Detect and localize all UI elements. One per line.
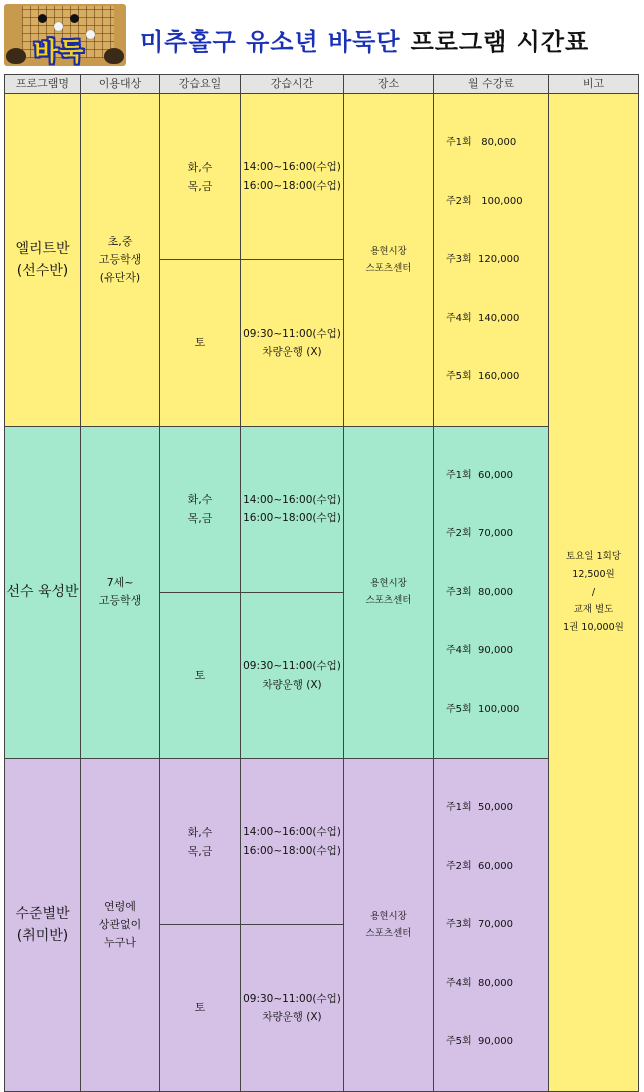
time-line: 09:30~11:00(수업) [243, 992, 341, 1005]
note-line: 토요일 1회당 [566, 551, 621, 563]
weekday-cell [160, 759, 241, 925]
fee-line: 주1회 80,000 [446, 137, 517, 149]
title-suffix: 프로그램 시간표 [410, 28, 590, 56]
day-line: 목,금 [187, 512, 213, 526]
place-line: 스포츠센터 [365, 595, 412, 607]
time-cell [241, 426, 344, 592]
fee-cell [434, 426, 549, 759]
day-line: 화,수 [187, 160, 213, 174]
logo-text: 바둑 [34, 37, 85, 66]
time-cell [241, 94, 344, 260]
time-line: 16:00~18:00(수업) [243, 512, 341, 525]
place-cell [344, 426, 434, 759]
program-name-line: 수준별반 [15, 905, 70, 922]
day-line: 화,수 [187, 825, 213, 839]
time-line: 차량운행 (X) [262, 1011, 322, 1024]
place-line: 스포츠센터 [365, 927, 412, 939]
fee-line: 주2회 100,000 [446, 195, 523, 207]
time-cell [241, 759, 344, 925]
day-line: 화,수 [187, 493, 213, 507]
time-line: 09:30~11:00(수업) [243, 327, 341, 340]
column-header: 비고 [549, 75, 639, 94]
fee-cell [434, 759, 549, 1092]
target-line: 고등학생 [98, 252, 142, 266]
note-line: 12,500원 [572, 569, 615, 581]
column-header: 이용대상 [81, 75, 160, 94]
fee-line: 주2회 60,000 [446, 860, 514, 872]
note-line: 1권 10,000원 [563, 621, 624, 633]
program-name [5, 94, 81, 427]
header [0, 0, 644, 70]
target-line: 연령에 [104, 899, 136, 913]
baduk-logo [4, 4, 126, 66]
fee-line: 주3회 70,000 [446, 919, 514, 931]
target-line: 7세~ [106, 576, 134, 590]
time-line: 차량운행 (X) [262, 678, 322, 691]
time-line: 16:00~18:00(수업) [243, 179, 341, 192]
column-header: 강습시간 [241, 75, 344, 94]
table-row [5, 94, 639, 260]
place-line: 스포츠센터 [365, 262, 412, 274]
target-cell [81, 759, 160, 1092]
place-line: 용현시장 [370, 245, 407, 257]
white-stone-icon [54, 22, 63, 31]
note-line: / [591, 586, 596, 598]
day-line: 목,금 [187, 179, 213, 193]
fee-line: 주5회 160,000 [446, 371, 520, 383]
title-org: 미추홀구 유소년 바둑단 [140, 28, 401, 56]
target-line: (유단자) [99, 270, 141, 284]
target-line: 초,중 [107, 234, 133, 248]
weekday-cell [160, 94, 241, 260]
white-stone-icon [86, 30, 95, 39]
program-name-line: (취미반) [16, 927, 69, 944]
place-line: 용현시장 [370, 910, 407, 922]
column-header: 프로그램명 [5, 75, 81, 94]
time-line: 차량운행 (X) [262, 346, 322, 359]
note-line: 교재 별도 [573, 604, 614, 616]
page-title [140, 22, 589, 57]
fee-line: 주4회 90,000 [446, 645, 514, 657]
program-name-line: 선수 육성반 [6, 584, 79, 601]
fee-line: 주1회 60,000 [446, 469, 514, 481]
fee-line: 주3회 120,000 [446, 254, 520, 266]
column-header: 월 수강료 [434, 75, 549, 94]
note-cell [549, 94, 639, 1092]
stone-bowl-icon [6, 48, 26, 64]
time-cell [241, 592, 344, 758]
schedule-table [4, 74, 639, 1092]
program-name [5, 759, 81, 1092]
target-line: 상관없이 [98, 917, 142, 931]
saturday-cell: 토 [160, 260, 241, 426]
time-line: 16:00~18:00(수업) [243, 844, 341, 857]
place-line: 용현시장 [370, 578, 407, 590]
program-name [5, 426, 81, 759]
target-line: 누구나 [104, 935, 136, 949]
time-cell [241, 260, 344, 426]
column-header: 장소 [344, 75, 434, 94]
table-row [5, 759, 639, 925]
program-name-line: 엘리트반 [15, 240, 70, 257]
fee-line: 주5회 100,000 [446, 703, 520, 715]
target-cell [81, 426, 160, 759]
fee-cell [434, 94, 549, 427]
time-line: 14:00~16:00(수업) [243, 493, 341, 506]
place-cell [344, 94, 434, 427]
fee-line: 주4회 140,000 [446, 312, 520, 324]
header-row [5, 75, 639, 94]
time-line: 14:00~16:00(수업) [243, 826, 341, 839]
target-cell [81, 94, 160, 427]
fee-line: 주1회 50,000 [446, 802, 514, 814]
stone-bowl-icon [104, 48, 124, 64]
table-row [5, 426, 639, 592]
program-name-line: (선수반) [16, 262, 69, 279]
saturday-cell: 토 [160, 592, 241, 758]
fee-line: 주5회 90,000 [446, 1036, 514, 1048]
time-cell [241, 925, 344, 1091]
fee-line: 주4회 80,000 [446, 977, 514, 989]
column-header: 강습요일 [160, 75, 241, 94]
time-line: 14:00~16:00(수업) [243, 161, 341, 174]
fee-line: 주3회 80,000 [446, 586, 514, 598]
weekday-cell [160, 426, 241, 592]
saturday-cell: 토 [160, 925, 241, 1091]
time-line: 09:30~11:00(수업) [243, 660, 341, 673]
black-stone-icon [70, 14, 79, 23]
target-line: 고등학생 [98, 594, 142, 608]
fee-line: 주2회 70,000 [446, 528, 514, 540]
place-cell [344, 759, 434, 1092]
day-line: 목,금 [187, 844, 213, 858]
black-stone-icon [38, 14, 47, 23]
